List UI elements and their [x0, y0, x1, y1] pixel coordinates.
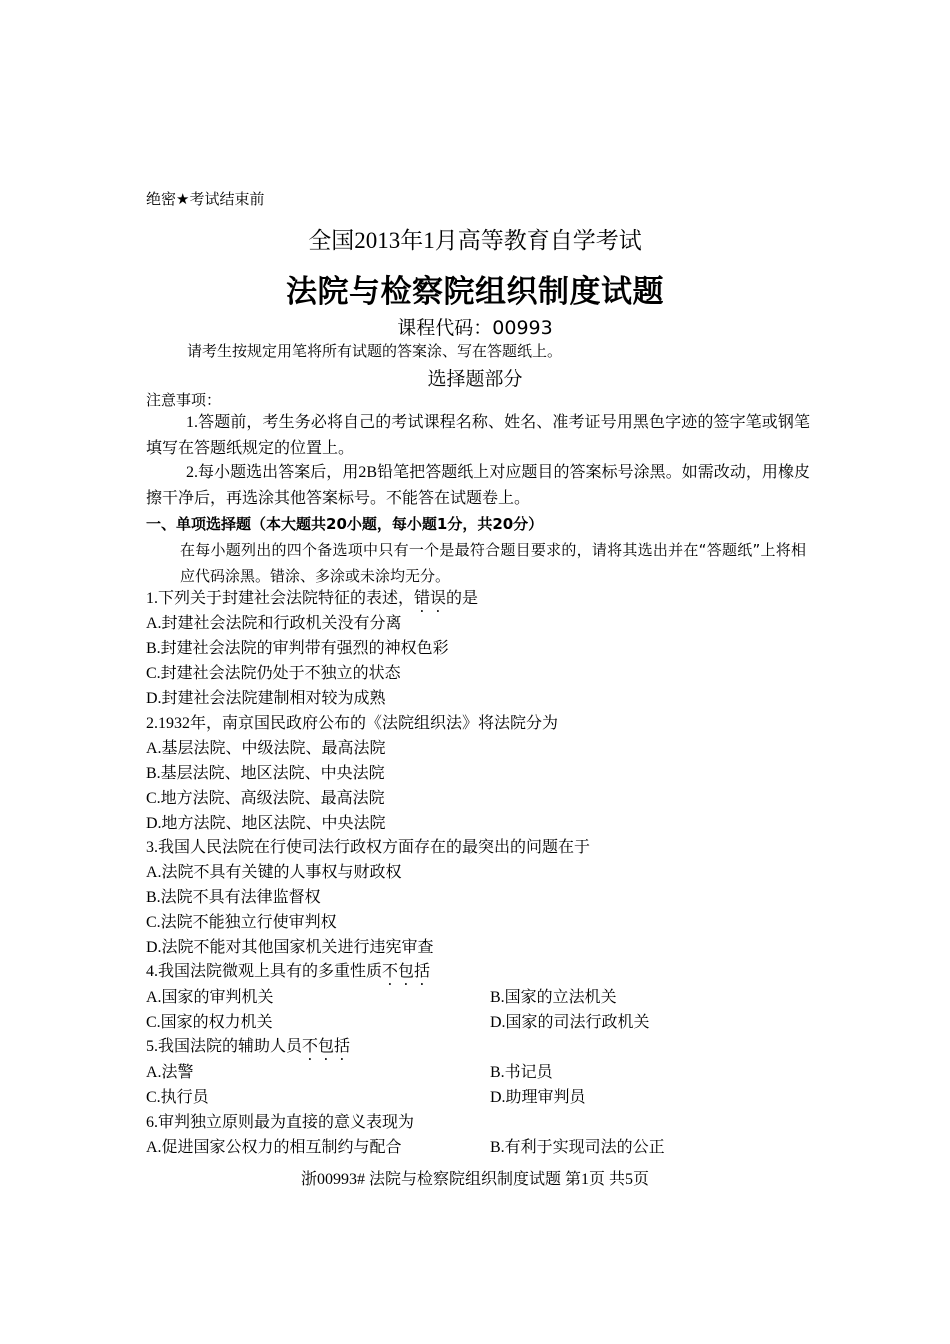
question-5-stem-pre: 5.我国法院的辅助人员	[146, 1038, 303, 1055]
question-5-option-a: A.法警	[146, 1064, 194, 1081]
question-6-stem: 6.审判独立原则最为直接的意义表现为	[146, 1114, 415, 1131]
question-2-option-b: B.基层法院、地区法院、中央法院	[146, 765, 385, 782]
question-1-stem-post: 的是	[446, 590, 479, 607]
question-4-option-b: B.国家的立法机关	[490, 989, 617, 1006]
question-1-option-b: B.封建社会法院的审判带有强烈的神权色彩	[146, 640, 449, 657]
question-1-option-c: C.封建社会法院仍处于不独立的状态	[146, 665, 401, 682]
question-5-emphasis: 不包括	[302, 1038, 351, 1055]
question-3-option-c: C.法院不能独立行使审判权	[146, 914, 337, 931]
part1-description: 在每小题列出的四个备选项中只有一个是最符合题目要求的，请将其选出并在“答题纸”上将相应代码涂黑。错涂、多涂或未涂均无分。	[180, 541, 806, 585]
question-4-stem-pre: 4.我国法院微观上具有的多重性质	[146, 963, 383, 980]
page-footer: 浙00993# 法院与检察院组织制度试题 第1页 共5页	[300, 1171, 649, 1188]
question-3-option-d: D.法院不能对其他国家机关进行违宪审查	[146, 939, 434, 956]
question-6-option-a: A.促进国家公权力的相互制约与配合	[146, 1139, 402, 1156]
question-4-option-a: A.国家的审判机关	[146, 989, 274, 1006]
question-4-emphasis: 不包括	[382, 963, 431, 980]
question-5-option-b: B.书记员	[490, 1064, 553, 1081]
question-3-option-b: B.法院不具有法律监督权	[146, 889, 321, 906]
confidential-label: 绝密★考试结束前	[146, 190, 265, 208]
question-5-option-c: C.执行员	[146, 1089, 209, 1106]
question-4-option-d: D.国家的司法行政机关	[490, 1014, 650, 1031]
question-1-option-d: D.封建社会法院建制相对较为成熟	[146, 690, 386, 707]
question-5-option-d: D.助理审判员	[490, 1089, 586, 1106]
question-3-option-a: A.法院不具有关键的人事权与财政权	[146, 864, 402, 881]
question-2-option-c: C.地方法院、高级法院、最高法院	[146, 790, 385, 807]
answer-instruction: 请考生按规定用笔将所有试题的答案涂、写在答题纸上。	[187, 342, 563, 360]
question-2-stem: 2.1932年，南京国民政府公布的《法院组织法》将法院分为	[146, 715, 559, 732]
question-2-option-a: A.基层法院、中级法院、最高法院	[146, 740, 386, 757]
question-1-emphasis: 错误	[414, 590, 447, 607]
exam-title: 全国2013年1月高等教育自学考试	[308, 228, 642, 253]
course-code: 课程代码：00993	[397, 317, 553, 339]
question-1-stem-pre: 1.下列关于封建社会法院特征的表述，	[146, 590, 415, 607]
paper-title: 法院与检察院组织制度试题	[286, 274, 664, 310]
question-3-stem: 3.我国人民法院在行使司法行政权方面存在的最突出的问题在于	[146, 839, 591, 856]
question-2-option-d: D.地方法院、地区法院、中央法院	[146, 815, 386, 832]
section-title: 选择题部分	[427, 368, 523, 390]
question-1-option-a: A.封建社会法院和行政机关没有分离	[146, 615, 402, 632]
part1-heading: 一、单项选择题（本大题共20小题，每小题1分，共20分）	[146, 515, 544, 533]
question-4-option-c: C.国家的权力机关	[146, 1014, 273, 1031]
note-item-1: 1.答题前，考生务必将自己的考试课程名称、姓名、准考证号用黑色字迹的签字笔或钢笔填写在答题纸规定的位置上。	[146, 414, 810, 457]
question-6-option-b: B.有利于实现司法的公正	[490, 1139, 665, 1156]
note-item-2: 2.每小题选出答案后，用2B铅笔把答题纸上对应题目的答案标号涂黑。如需改动，用橡皮擦干净后，再选涂其他答案标号。不能答在试题卷上。	[146, 464, 810, 507]
notes-heading: 注意事项：	[146, 391, 222, 409]
